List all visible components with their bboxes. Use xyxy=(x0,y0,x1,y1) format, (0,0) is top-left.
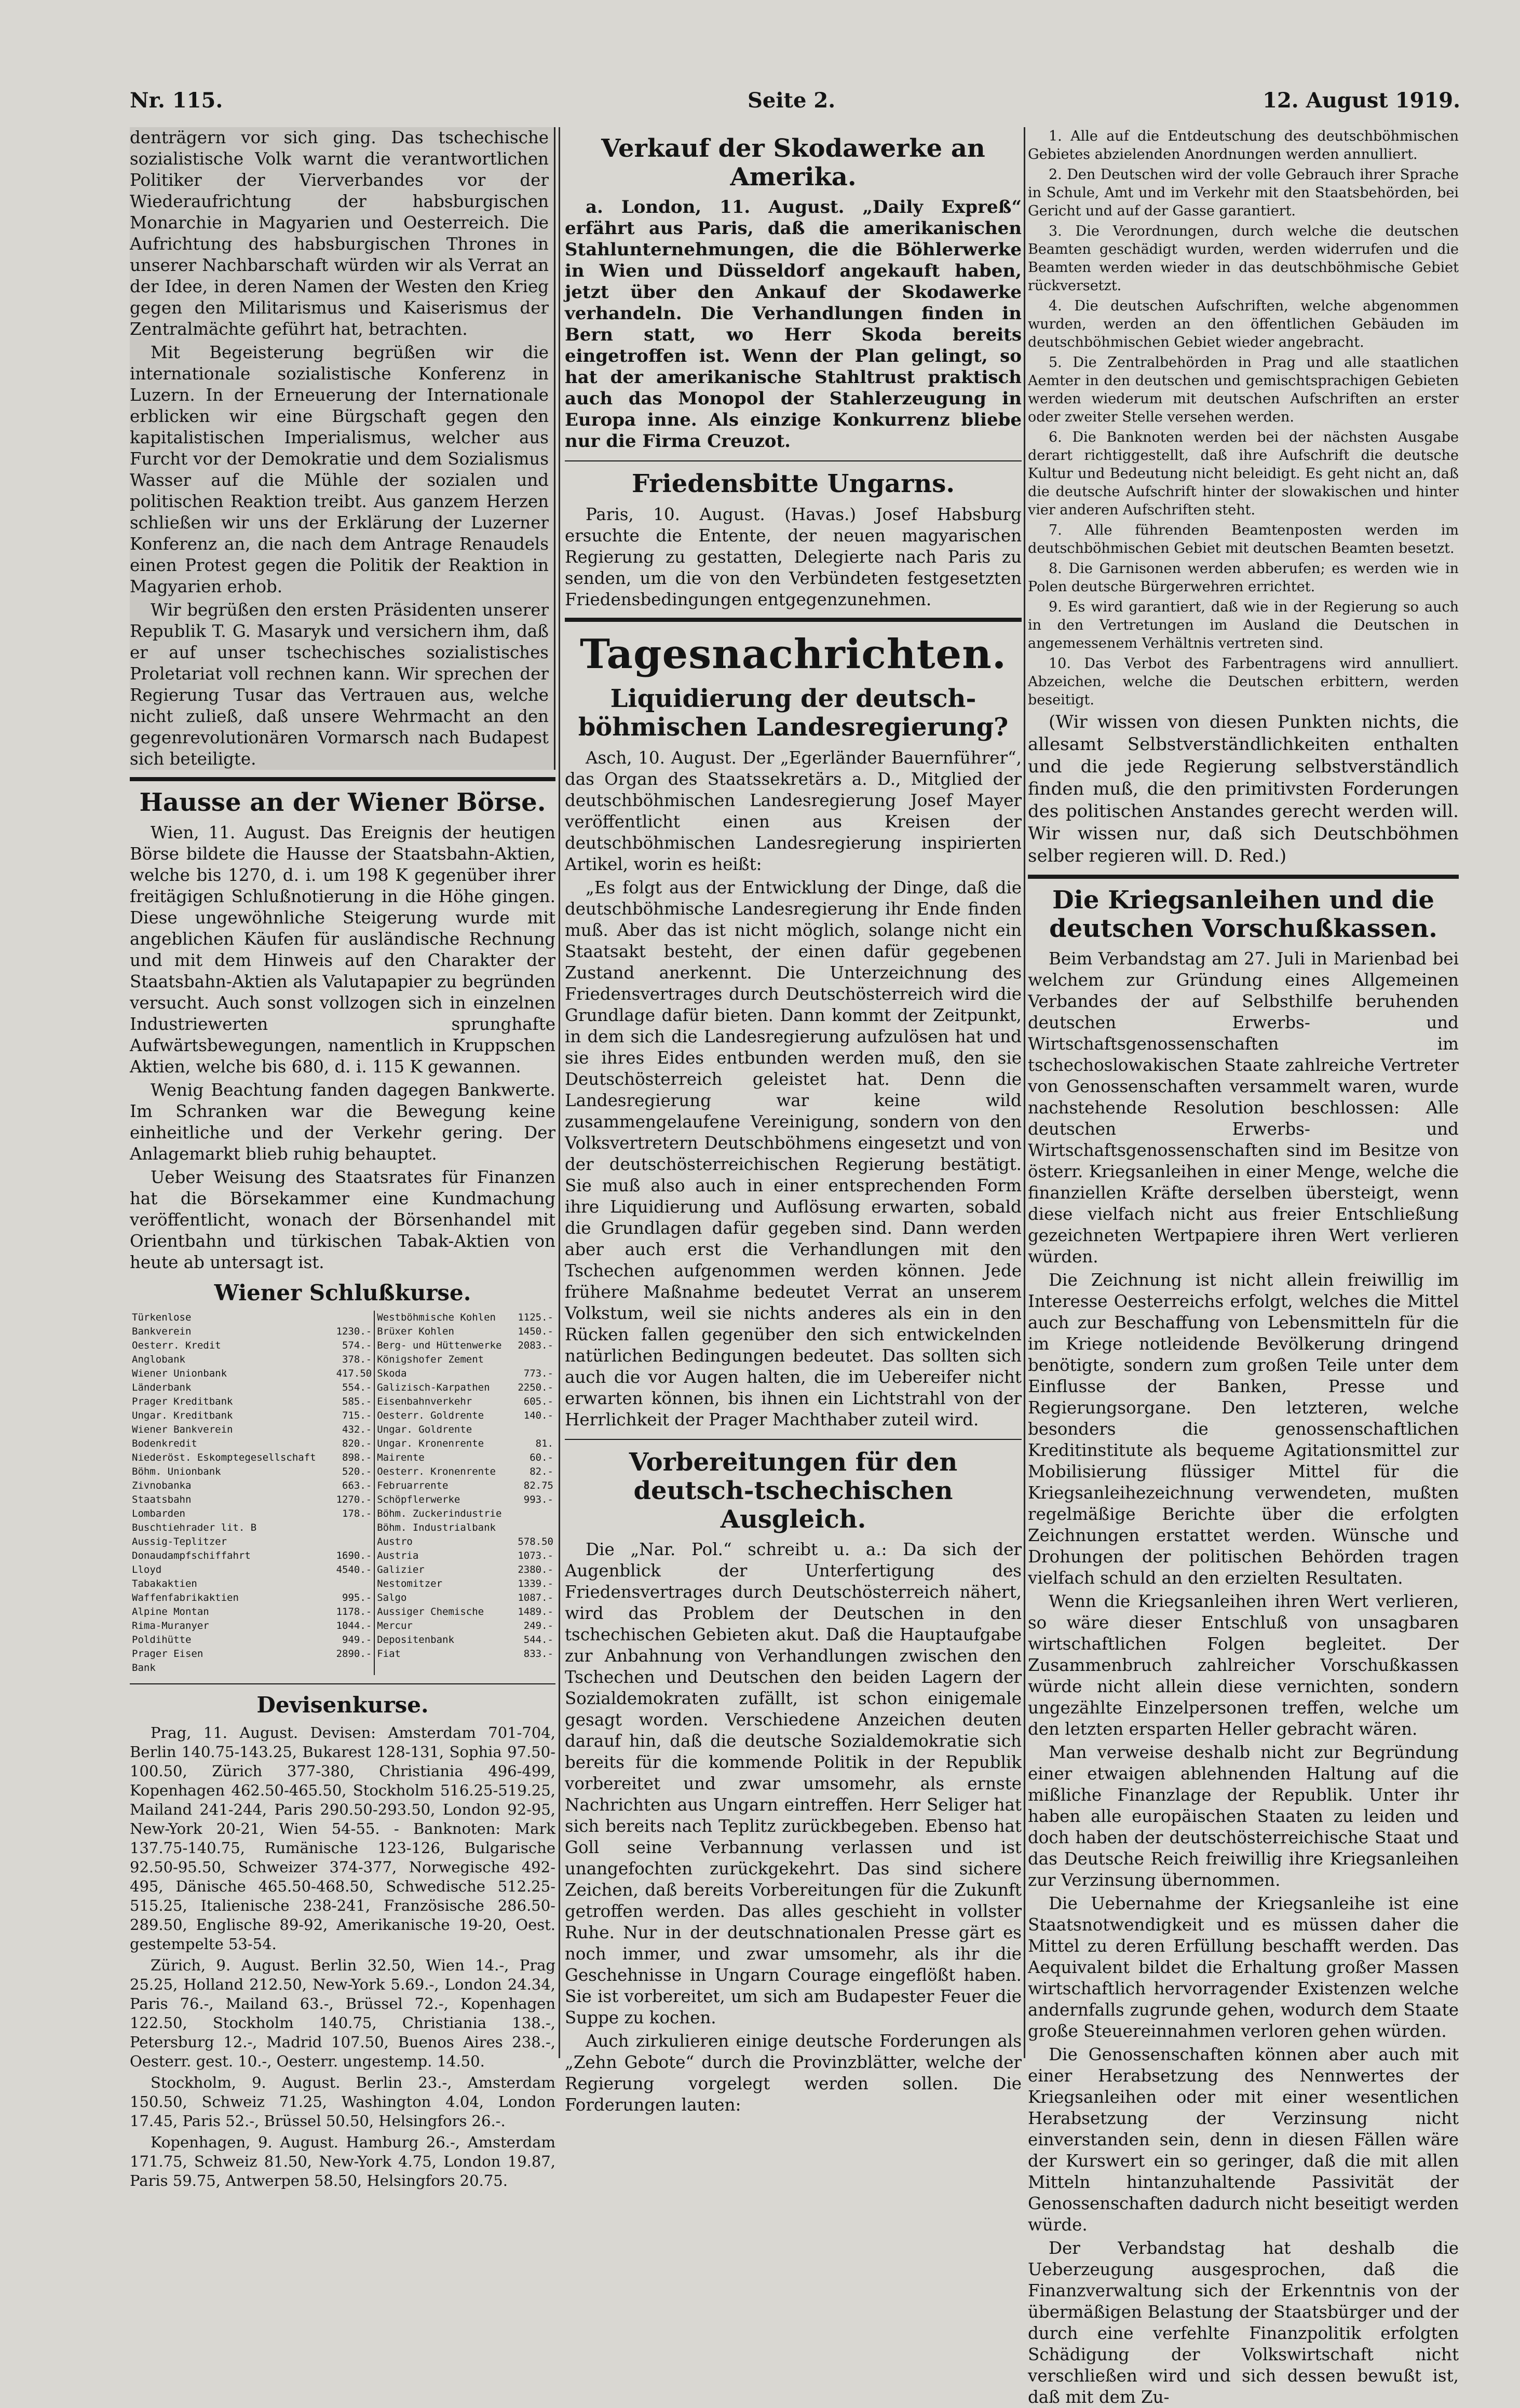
kurse-name: Königshofer Zement xyxy=(377,1354,484,1366)
kurse-row xyxy=(130,1437,555,1451)
kurse-name: Ungar. Goldrente xyxy=(377,1424,472,1436)
kurse-value: 949.- xyxy=(331,1633,374,1647)
kurse-name: Mercur xyxy=(377,1620,413,1632)
kurse-row xyxy=(130,1311,555,1325)
section-rule xyxy=(1028,875,1459,879)
kurse-name: Fiat xyxy=(377,1648,401,1660)
kurse-value: 995.- xyxy=(331,1591,374,1605)
kurse-name: Nestomitzer xyxy=(377,1578,443,1590)
kurse-row xyxy=(130,1395,555,1409)
kurse-value: 1690.- xyxy=(331,1549,374,1563)
kurse-value: 2250.- xyxy=(518,1382,553,1394)
kurse-value: 1125.- xyxy=(518,1312,553,1324)
issue-number: Nr. 115. xyxy=(130,88,223,113)
kurse-name: Ungar. Kreditbank xyxy=(132,1410,233,1422)
demand-item: 2. Den Deutschen wird der volle Gebrauch ihrer Sprache in Schule, Amt und im Verkehr mit den Staatsbehörden, bei Gericht und auf der Gasse garantiert. xyxy=(1028,167,1459,219)
kurse-row xyxy=(130,1535,555,1549)
vorbereitungen-paragraph: Die „Nar. Pol.“ schreibt u. a.: Da sich der Augenblick der Unterfertigung des Friedensvertrages durch Deutschösterreich nähert, wird das Problem der Deutschen in den tschechischen Gebieten akut. Daß die Hauptaufgabe zur Anbahnung von Verhandlungen zwischen den Tschechen und Deutschen den beiden Lagern der Sozialdemokraten zufällt, ist schon einigemale gesagt worden. Verschiedene Anzeichen deuten darauf hin, daß die deutsche Sozialdemokratie sich bereits für die kommende Politik in der Republik vorbereitet und zwar umsomehr, als ernste Nachrichten aus Ungarn eintreffen. Herr Seliger hat sich bereits nach Teplitz zurückbegeben. Ebenso hat Goll seine Verbannung verlassen und ist unangefochten zurückgekehrt. Das sind sichere Zeichen, daß bereits Vorbereitungen für die Zukunft getroffen werden. Das alles geschieht in vollster Ruhe. Nur in der deutschnationalen Presse gärt es noch immer, und zwar umsomehr, als ihr die Geschehnisse in Ungarn Courage eingeflößt haben. Sie ist vorbereitet, um sich am Budapester Feuer die Suppe zu kochen. xyxy=(565,1540,1022,2028)
section-rule xyxy=(130,777,555,781)
kurse-value: 833.- xyxy=(523,1648,553,1660)
kurse-name: Eisenbahnverkehr xyxy=(377,1396,472,1408)
column-3 xyxy=(1028,127,1459,2407)
kurse-name: Galizisch-Karpathen xyxy=(377,1382,490,1394)
kurse-value: 585.- xyxy=(331,1395,374,1409)
kurse-value: 605.- xyxy=(523,1396,553,1408)
kurse-name: Zivnobanka xyxy=(132,1480,192,1492)
section-rule xyxy=(565,1439,1022,1440)
ungarn-headline: Friedensbitte Ungarns. xyxy=(631,469,955,499)
kurse-row xyxy=(130,1325,555,1339)
kurse-row xyxy=(130,1619,555,1633)
kurse-value: 432.- xyxy=(331,1423,374,1437)
kurse-name: Waffenfabrikaktien xyxy=(132,1592,239,1604)
kurse-value: 1178.- xyxy=(331,1605,374,1619)
kurse-name: Westböhmische Kohlen xyxy=(377,1312,496,1324)
kurse-name: Wiener Bankverein xyxy=(132,1424,233,1436)
kurse-row xyxy=(130,1647,555,1661)
kurse-name: Wiener Unionbank xyxy=(132,1368,227,1380)
kurse-name: Prager Kreditbank xyxy=(132,1396,233,1408)
demand-item: 1. Alle auf die Entdeutschung des deutschböhmischen Gebietes abzielenden Anordnungen werden annulliert. xyxy=(1028,128,1459,162)
column-2 xyxy=(565,127,1022,2115)
demand-item: 10. Das Verbot des Farbentragens wird annulliert. Abzeichen, welche die Deutschen erbittern, werden beseitigt. xyxy=(1028,656,1459,708)
kurse-value: 1230.- xyxy=(331,1325,374,1339)
kurse-name: Oesterr. Kredit xyxy=(132,1340,221,1352)
kurse-value: 82.- xyxy=(530,1466,553,1478)
liquidierung-headline: Liquidierung der deutsch-böhmischen Landesregierung? xyxy=(578,684,1009,742)
kurse-value xyxy=(513,1423,555,1437)
kurse-name: Donaudampfschiffahrt xyxy=(132,1550,251,1562)
boerse-paragraph: Wien, 11. August. Das Ereignis der heutigen Börse bildete die Hausse der Staatsbahn-Aktien, welche bis 1270, d. i. um 198 K gegenüber ihrer freitägigen Schlußnotierung in die Höhe gingen. Diese ungewöhnliche Steigerung wurde mit angeblichen Käufen für ausländische Rechnung und mit dem Hinweis auf den Charakter der Staatsbahn-Aktien als Valutapapier zu begründen versucht. Auch sonst vollzogen sich in einzelnen Industriewerten sprunghafte Aufwärtsbewegungen, namentlich in Kruppschen Aktien, welche bis 680, d. i. 115 K gewannen. xyxy=(130,823,555,1077)
kurse-row xyxy=(130,1605,555,1619)
kurse-value: 178.- xyxy=(331,1507,374,1521)
kurse-name: Lombarden xyxy=(132,1508,185,1520)
kurse-value xyxy=(331,1311,374,1325)
column-rule-1 xyxy=(559,127,560,2058)
kurse-name: Lloyd xyxy=(132,1564,162,1576)
kurse-row xyxy=(130,1661,555,1675)
page-header xyxy=(130,83,1460,125)
column-rule-2 xyxy=(1024,127,1025,2058)
demand-item: 7. Alle führenden Beamtenposten werden im deutschböhmischen Gebiet mit deutschen Beamten besetzt. xyxy=(1028,522,1459,556)
demands-list xyxy=(1028,127,1459,709)
kurse-value xyxy=(513,1353,555,1367)
kurse-value: 554.- xyxy=(331,1381,374,1395)
kurse-name: Niederöst. Eskomptegesellschaft xyxy=(132,1452,316,1464)
kurse-value xyxy=(513,1521,555,1535)
kurse-value: 1489.- xyxy=(518,1606,553,1618)
kurse-value: 1270.- xyxy=(331,1493,374,1507)
kurse-name: Salgo xyxy=(377,1592,407,1604)
kurse-row xyxy=(130,1339,555,1353)
kurse-value: 578.50 xyxy=(518,1536,553,1548)
vorbereitungen-paragraph: Auch zirkulieren einige deutsche Forderungen als „Zehn Gebote“ durch die Provinzblätter, welche der Regierung vorgelegt werden sollen. Die Forderungen lauten: xyxy=(565,2031,1022,2115)
kurse-value: 2083.- xyxy=(518,1340,553,1352)
kurse-name: Staatsbahn xyxy=(132,1494,192,1506)
kurse-value: 1450.- xyxy=(518,1326,553,1338)
kurse-row xyxy=(130,1577,555,1591)
kurse-value: 1044.- xyxy=(331,1619,374,1633)
page-number: Seite 2. xyxy=(748,88,836,113)
issue-date: 12. August 1919. xyxy=(1263,88,1460,113)
kurse-name: Depositenbank xyxy=(377,1634,454,1646)
kriegsanleihen-headline: Die Kriegsanleihen und die deutschen Vorschußkassen. xyxy=(1049,886,1437,944)
demand-item: 4. Die deutschen Aufschriften, welche abgenommen wurden, werden an den öffentlichen Gebäuden im deutschböhmischen Gebiet wieder angebracht. xyxy=(1028,298,1459,350)
kurse-value: 820.- xyxy=(331,1437,374,1451)
continued-article xyxy=(130,127,555,770)
kurse-row xyxy=(130,1521,555,1535)
kurse-row xyxy=(130,1549,555,1563)
boerse-headline: Hausse an der Wiener Börse. xyxy=(139,788,546,817)
kurse-name: Bodenkredit xyxy=(132,1438,197,1450)
kurse-name: Länderbank xyxy=(132,1382,192,1394)
kurse-value: 1339.- xyxy=(518,1578,553,1590)
kurse-name: Anglobank xyxy=(132,1354,185,1366)
kurse-name: Februarrente xyxy=(377,1480,449,1492)
kurse-value: 544.- xyxy=(523,1634,553,1646)
devisen-paragraph: Zürich, 9. August. Berlin 32.50, Wien 14.-, Prag 25.25, Holland 212.50, New-York 5.69.-, London 24.34, Paris 76.-, Mailand 63.-, Brüssel 72.-, Kopenhagen 122.50, Stockholm 140.75, Christiania 138.-, Petersburg 12.-, Madrid 107.50, Buenos Aires 238.-, Oesterr. gest. 10.-, Oesterr. ungestemp. 14.50. xyxy=(130,1956,555,2070)
kurse-name: Rima-Muranyer xyxy=(132,1620,209,1632)
kriegsanleihen-paragraph: Die Uebernahme der Kriegsanleihe ist eine Staatsnotwendigkeit und es müssen daher die Mittel zu deren Erfüllung beschafft werden. Das Aequivalent bildet die Erhaltung großer Massen wirtschaftlich hervorragender Existenzen welche andernfalls zugrunde gehen, wodurch dem Staate große Steuereinnahmen verloren gehen würden. xyxy=(1028,1894,1459,2042)
devisen-block xyxy=(130,1723,555,2191)
kurse-name: Bank xyxy=(132,1662,156,1674)
kurse-row xyxy=(130,1381,555,1395)
kurse-row xyxy=(130,1479,555,1493)
kurse-value: 4540.- xyxy=(331,1563,374,1577)
kurse-name: Galizier xyxy=(377,1564,425,1576)
kurse-name: Böhm. Unionbank xyxy=(132,1466,221,1478)
kurse-value: 898.- xyxy=(331,1451,374,1465)
kurse-value: 140.- xyxy=(523,1410,553,1422)
kurse-value: 663.- xyxy=(331,1479,374,1493)
kriegsanleihen-body xyxy=(1028,948,1459,2408)
kurse-name: Böhm. Zuckerindustrie xyxy=(377,1508,502,1520)
kurse-name: Austria xyxy=(377,1550,419,1562)
kurse-value xyxy=(331,1521,374,1535)
kurse-name: Schöpflerwerke xyxy=(377,1494,460,1506)
kurse-value xyxy=(331,1661,374,1675)
kurse-value: 1073.- xyxy=(518,1550,553,1562)
kurse-name: Oesterr. Kronenrente xyxy=(377,1466,496,1478)
kurse-name: Prager Eisen xyxy=(132,1648,203,1660)
kriegsanleihen-paragraph: Man verweise deshalb nicht zur Begründung einer etwaigen ablehnenden Haltung auf die mißliche Finanzlage der Republik. Unter ihr haben alle europäischen Staaten zu leiden und doch haben der deutschösterreichische Staat und das Deutsche Reich freiwillig ihre Kriegsanleihen zur Verzinsung übernommen. xyxy=(1028,1743,1459,1890)
kurse-name: Berg- und Hüttenwerke xyxy=(377,1340,502,1352)
skoda-headline: Verkauf der Skodawerke an Amerika. xyxy=(601,134,985,192)
skoda-paragraph: a. London, 11. August. „Daily Expreß“ erfährt aus Paris, daß die amerikanischen Stahlunternehmungen, die die Böhlerwerke in Wien und Düsseldorf angekauft haben, jetzt über den Ankauf der Skodawerke verhandeln. Die Verhandlungen finden in Bern statt, wo Herr Skoda bereits eingetroffen ist. Wenn der Plan gelingt, so hat der amerikanische Stahltrust praktisch auch das Monopol der Stahlerzeugung in Europa inne. Als einzige Konkurrenz bliebe nur die Firma Creuzot. xyxy=(565,197,1022,452)
schlusskurse-table xyxy=(130,1311,555,1675)
liquidierung-paragraph: „Es folgt aus der Entwicklung der Dinge, daß die deutschböhmische Landesregierung ihr Ende finden muß. Aber das ist nicht möglich, solange nicht ein Staatsakt besteht, der einen dafür gegebenen Zustand anerkennt. Die Unterzeichnung des Friedensvertrages durch Deutschösterreich wird die Grundlage dafür bieten. Dann kommt der Zeitpunkt, in dem sich die Landesregierung aufzulösen hat und sie ihres Eides entbunden werden muß, den sie Deutschösterreich geleistet hat. Denn die Landesregierung war keine wild zusammengelaufene Vereinigung, sondern von den Volksvertretern Deutschböhmens eingesetzt und von der deutschösterreichischen Regierung bestätigt. Sie muß also auch in einer entsprechenden Form ihre Liquidierung und Auflösung erwarten, sobald die Grundlagen dafür gegeben sind. Dann werden aber auch erst die Verhandlungen mit den Tschechen aufgenommen werden können. Jede frühere Maßnahme bedeutet Verrat an unserem Volkstum, weil sie nichts anderes als ein in den Rücken fallen gegenüber den sich entwickelnden natürlichen Bedingungen bedeutet. Das sollten sich auch die vor Augen halten, die im Uebereifer nicht erwarten können, bis ihnen ein Lichtstrahl von der Herrlichkeit der Prager Machthaber zuteil wird. xyxy=(565,877,1022,1430)
kurse-row xyxy=(130,1367,555,1381)
vorbereitungen-headline: Vorbereitungen für den deutsch-tschechischen Ausgleich. xyxy=(629,1447,958,1534)
kurse-row xyxy=(130,1465,555,1479)
kriegsanleihen-paragraph: Die Genossenschaften können aber auch mit einer Herabsetzung des Nennwertes der Kriegsanleihen oder mit einer wesentlichen Herabsetzung der Verzinsung nicht einverstanden sein, denn in diesen Fällen wäre der Kurswert ein so geringer, daß die mit allen Mitteln hintanzuhaltende Passivität der Genossenschaften dadurch nicht beseitigt werden würde. xyxy=(1028,2045,1459,2235)
kurse-name: Brüxer Kohlen xyxy=(377,1326,454,1338)
kurse-row xyxy=(130,1451,555,1465)
demand-item: 9. Es wird garantiert, daß wie in der Regierung so auch in den Vertretungen im Ausland die Deutschen in angemessenem Verhältnis vertreten sind. xyxy=(1028,599,1459,651)
section-rule xyxy=(565,460,1022,461)
kurse-value: 81. xyxy=(535,1438,553,1450)
cont-paragraph: Mit Begeisterung begrüßen wir die internationale sozialistische Konferenz in Luzern. In der Erneuerung der Internationale erblicken wir eine Bürgschaft gegen den kapitalistischen Imperialismus, welcher aus Furcht vor der Demokratie und dem Sozialismus Wasser auf die Mühle der sozialen und politischen Reaktion treibt. Aus ganzem Herzen schließen wir uns der Erklärung der Luzerner Konferenz an, die nach dem Antrage Renaudels einen Protest gegen die Politik der Reaktion in Magyarien erhob. xyxy=(130,343,549,596)
kurse-name: Böhm. Industrialbank xyxy=(377,1522,496,1534)
liquidierung-paragraph: Asch, 10. August. Der „Egerländer Bauernführer“, das Organ des Staatssekretärs a. D., Mitglied der deutschböhmischen Landesregierung Josef Mayer veröffentlicht einen aus Kreisen der deutschböhmischen Landesregierung inspirierten Artikel, worin es heißt: xyxy=(565,747,1022,874)
kurse-row xyxy=(130,1493,555,1507)
devisen-headline: Devisenkurse. xyxy=(256,1692,429,1718)
kurse-name: Buschtiehrader lit. B xyxy=(132,1522,257,1534)
boerse-paragraph: Wenig Beachtung fanden dagegen Bankwerte. Im Schranken war die Bewegung keine einheitliche und der Verkehr gering. Der Anlagemarkt blieb ruhig behauptet. xyxy=(130,1080,555,1164)
tagesnachrichten-headline: Tagesnachrichten. xyxy=(579,630,1007,678)
section-rule xyxy=(565,618,1022,622)
demand-item: 3. Die Verordnungen, durch welche die deutschen Beamten geschädigt wurden, werden widerrufen und die Beamten werden wieder in das deutschböhmische Gebiet rückversetzt. xyxy=(1028,223,1459,294)
kriegsanleihen-paragraph: Der Verbandstag hat deshalb die Ueberzeugung ausgesprochen, daß die Finanzverwaltung sich der Erkenntnis von der übermäßigen Belastung der Staatsbürger und der durch eine verfehlte Finanzpolitik erfolgten Schädigung der Volkswirtschaft nicht verschließen wird und sich dessen bewußt ist, daß mit dem Zu- xyxy=(1028,2238,1459,2407)
editor-note: (Wir wissen von diesen Punkten nichts, die allesamt Selbstverständlichkeiten enthalten und die jede Regierung selbstverständlich finden muß, die den primitivsten Forderungen des politischen Anstandes gerecht werden will. Wir wissen nur, daß sich Deutschböhmen selber regieren will. D. Red.) xyxy=(1028,712,1459,866)
kurse-value: 993.- xyxy=(523,1494,553,1506)
kurse-value: 1087.- xyxy=(518,1592,553,1604)
kurse-value: 417.50 xyxy=(331,1367,374,1381)
demand-item: 8. Die Garnisonen werden abberufen; es werden wie in Polen deutsche Bürgerwehren errichtet. xyxy=(1028,561,1459,595)
kurse-name: Alpine Montan xyxy=(132,1606,209,1618)
kurse-value xyxy=(331,1577,374,1591)
devisen-paragraph: Stockholm, 9. August. Berlin 23.-, Amsterdam 150.50, Schweiz 71.25, Washington 4.04, London 17.45, Paris 52.-, Brüssel 50.50, Helsingfors 26.-. xyxy=(130,2073,555,2130)
kurse-value: 378.- xyxy=(331,1353,374,1367)
kurse-name: Austro xyxy=(377,1536,413,1548)
kurse-value: 60.- xyxy=(530,1452,553,1464)
kurse-name: Tabakaktien xyxy=(132,1578,197,1590)
kurse-value: 715.- xyxy=(331,1409,374,1423)
kurse-name: Poldihütte xyxy=(132,1634,192,1646)
kurse-row xyxy=(130,1563,555,1577)
kurse-value xyxy=(513,1507,555,1521)
ungarn-paragraph: Paris, 10. August. (Havas.) Josef Habsburg ersuchte die Entente, der neuen magyarischen Regierung zu gestatten, Delegierte nach Paris zu senden, um die von den Verbündeten festgesetzten Friedensbedingungen entgegenzunehmen. xyxy=(565,504,1022,609)
boerse-paragraph: Ueber Weisung des Staatsrates für Finanzen hat die Börsekammer eine Kundmachung veröffentlicht, wonach der Börsenhandel mit Orientbahn und türkischen Tabak-Aktien von heute ab untersagt ist. xyxy=(130,1167,555,1273)
kurse-value xyxy=(513,1661,555,1675)
demand-item: 6. Die Banknoten werden bei der nächsten Ausgabe derart richtiggestellt, daß ihre Aufschrift die deutsche Kultur und Bedeutung nicht beleidigt. Es geht nicht an, daß die deutsche Aufschrift hinter der slowakischen und hinter vier anderen Aufschriften steht. xyxy=(1028,429,1459,518)
kurse-name: Bankverein xyxy=(132,1326,192,1338)
cont-paragraph: denträgern vor sich ging. Das tschechische sozialistische Volk warnt die verantwortlichen Politiker der Vierverbandes vor der Wiederaufrichtung der habsburgischen Monarchie in Magyarien und Oesterreich. Die Aufrichtung des habsburgischen Thrones in unserer Nachbarschaft würden wir als Verrat an der Idee, in deren Namen der Westen den Krieg gegen den Militarismus und Kaiserismus der Zentralmächte geführt hat, betrachten. xyxy=(130,128,549,339)
devisen-paragraph: Prag, 11. August. Devisen: Amsterdam 701-704, Berlin 140.75-143.25, Bukarest 128-131, Sophia 97.50-100.50, Zürich 377-380, Christiania 496-499, Kopenhagen 462.50-465.50, Stockholm 516.25-519.25, Mailand 241-244, Paris 290.50-293.50, London 92-95, New-York 20-21, Wien 54-55. - Banknoten: Mark 137.75-140.75, Rumänische 123-126, Bulgarische 92.50-95.50, Schweizer 374-377, Norwegische 492-495, Dänische 465.50-468.50, Schwedische 512.25-515.25, Italienische 238-241, Französische 286.50-289.50, Englische 89-92, Amerikanische 19-20, Oest. gestempelte 53-54. xyxy=(130,1723,555,1953)
kurse-name: Oesterr. Goldrente xyxy=(377,1410,484,1422)
kurse-name: Ungar. Kronenrente xyxy=(377,1438,484,1450)
column-1 xyxy=(130,127,555,2189)
kurse-row xyxy=(130,1633,555,1647)
demand-item: 5. Die Zentralbehörden in Prag und alle staatlichen Aemter in den deutschen und gemischtsprachigen Gebieten werden wiederum mit deutschen Aufschriften an erster oder zweiter Stelle versehen werden. xyxy=(1028,355,1459,425)
schlusskurse-headline: Wiener Schlußkurse. xyxy=(214,1280,471,1306)
kurse-row xyxy=(130,1353,555,1367)
kurse-name: Skoda xyxy=(377,1368,407,1380)
kurse-value xyxy=(331,1535,374,1549)
kurse-value: 249.- xyxy=(523,1620,553,1632)
kurse-name: Türkenlose xyxy=(132,1312,192,1324)
kurse-value: 773.- xyxy=(523,1368,553,1380)
section-rule xyxy=(130,1683,555,1684)
kurse-name xyxy=(374,1661,513,1675)
kurse-value: 2890.- xyxy=(331,1647,374,1661)
kurse-name: Mairente xyxy=(377,1452,425,1464)
kurse-row xyxy=(130,1423,555,1437)
kurse-value: 574.- xyxy=(331,1339,374,1353)
kriegsanleihen-paragraph: Wenn die Kriegsanleihen ihren Wert verlieren, so wäre dieser Entschluß von unsagbaren wirtschaftlichen Folgen begleitet. Der Zusammenbruch zahlreicher Vorschußkassen würde nicht allein diese vernichten, sondern ungezählte Einzelpersonen treffen, welche um den letzten ersparten Heller gebracht wären. xyxy=(1028,1591,1459,1739)
kurse-name: Aussiger Chemische xyxy=(377,1606,484,1618)
kurse-name: Aussig-Teplitzer xyxy=(132,1536,227,1548)
cont-paragraph: Wir begrüßen den ersten Präsidenten unserer Republik T. G. Masaryk und versichern ihm, daß er auf unser tschechisches sozialistisches Proletariat voll rechnen kann. Wir sprechen der Regierung Tusar das Vertrauen aus, welche nicht zuließ, daß unsere Wehrmacht an den gegenrevolutionären Vormarsch nach Budapest sich beteiligte. xyxy=(130,600,549,769)
kriegsanleihen-paragraph: Beim Verbandstag am 27. Juli in Marienbad bei welchem zur Gründung eines Allgemeinen Verbandes der auf Selbsthilfe beruhenden deutschen Erwerbs- und Wirtschaftsgenossenschaften im tschechoslowakischen Staate zahlreiche Vertreter von Genossenschaften versammelt waren, wurde nachstehende Resolution beschlossen: Alle deutschen Erwerbs- und Wirtschaftsgenossenschaften sind im Besitze von österr. Kriegsanleihen in einer Menge, welche die finanziellen Kräfte derselben übersteigt, wenn diese vielfach nicht aus freier Entschließung gezeichneten Wertpapiere ihren Wert verlieren würden. xyxy=(1028,949,1459,1267)
kurse-value: 520.- xyxy=(331,1465,374,1479)
devisen-paragraph: Kopenhagen, 9. August. Hamburg 26.-, Amsterdam 171.75, Schweiz 81.50, New-York 4.75, London 19.87, Paris 59.75, Antwerpen 58.50, Helsingfors 20.75. xyxy=(130,2133,555,2189)
kurse-value: 2380.- xyxy=(518,1564,553,1576)
kurse-value: 82.75 xyxy=(523,1480,553,1492)
kriegsanleihen-paragraph: Die Zeichnung ist nicht allein freiwillig im Interesse Oesterreichs erfolgt, welches die Mittel auch zur Beschaffung von Lebensmitteln für die im Kriege notleidende Bevölkerung dringend benötigte, sondern zum großen Teile unter dem Einflusse der Banken, Presse und Regierungsorgane. Den letzteren, welche besonders die genossenschaftlichen Kreditinstitute als bequeme Agitationsmittel zur Mobilisierung flüssiger Mittel für die Kriegsanleihezeichnung verwendeten, mußten regelmäßige Berichte über die erfolgten Zeichnungen erstattet werden. Wünsche und Drohungen der politischen Behörden tragen vielfach schuld an den erzielten Resultaten. xyxy=(1028,1270,1459,1588)
kurse-row xyxy=(130,1409,555,1423)
kurse-row xyxy=(130,1507,555,1521)
kurse-row xyxy=(130,1591,555,1605)
